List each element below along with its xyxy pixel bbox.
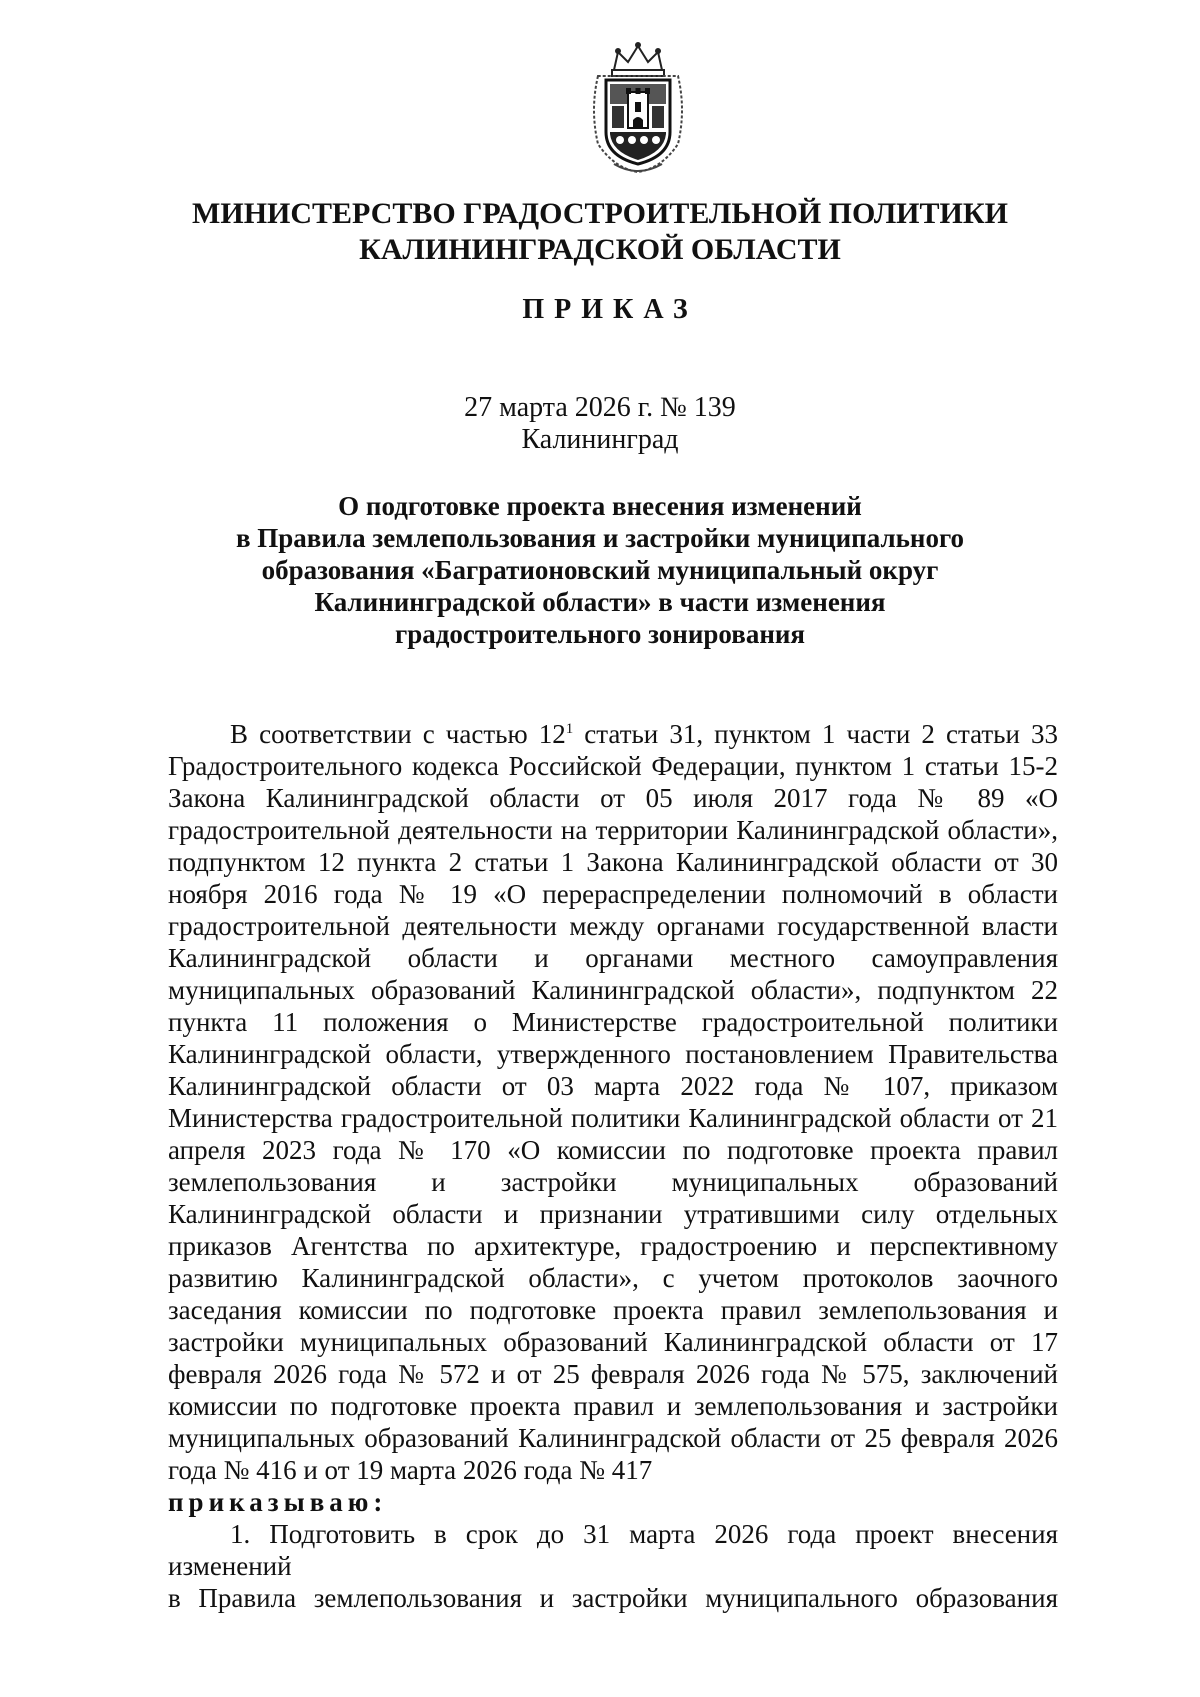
preamble-start: В соответствии с частью 12 [230, 719, 566, 749]
subject-line-2: в Правила землепользования и застройки муниципального [235, 523, 965, 553]
order-subject [150, 490, 1050, 650]
subject-line-3: образования «Багратионовский муниципальный округ [261, 555, 939, 585]
item-1-line-2: в Правила землепользования и застройки муниципального образования [168, 1583, 1058, 1613]
kaliningrad-coat-of-arms-icon [584, 40, 692, 175]
subject-line-1: О подготовке проекта внесения изменений [338, 491, 862, 521]
preamble-paragraph [168, 718, 1058, 1486]
preamble-rest: статьи 31, пунктом 1 части 2 статьи 33 Градостроительного кодекса Российской Федерации, пунктом 1 статьи 15-2 Закона Калининградской области от 05 июля 2017 года № 89 «О градостроительной деятельности на территории Калининградской области», подпунктом 12 пункта 2 статьи 1 Закона Калининградской области от 30 ноября 2016 года № 19 «О перераспределении полномочий в области градостроительной деятельности между органами государственной власти Калининградской области и органами местного самоуправления муниципальных образований Калининградской области», подпунктом 22 пункта 11 положения о Министерстве градостроительной политики Калининградской области, утвержденного постановлением Правительства Калининградской области от 03 марта 2022 года № 107, приказом Министерства градостроительной политики Калининградской области от 21 апреля 2023 года № 170 «О комиссии по подготовке проекта правил землепользования и застройки муниципальных образований Калининградской области и признании утратившими силу отдельных приказов Агентства по архитектуре, градостроению и перспективному развитию Калининградской области», с учетом протоколов заочного заседания комиссии по подготовке проекта правил землепользования и застройки муниципальных образований Калининградской области от 17 февраля 2026 года № 572 и от 25 февраля 2026 года № 575, заключений комиссии по подготовке проекта правил и землепользования и застройки муниципальных образований Калининградской области от 25 февраля 2026 года № 416 и от 19 марта 2026 года № 417 [168, 719, 1059, 1485]
ministry-header-line-1: МИНИСТЕРСТВО ГРАДОСТРОИТЕЛЬНОЙ ПОЛИТИКИ [192, 197, 1008, 230]
preamble-superscript: 1 [565, 721, 574, 737]
decree-word: приказываю: [168, 1487, 388, 1517]
subject-line-5: градостроительного зонирования [394, 619, 806, 649]
order-date-number: 27 марта 2026 г. № 139 [464, 392, 736, 423]
subject-line-4: Калининградской области» в части изменения [314, 587, 886, 617]
order-city: Калининград [521, 424, 679, 455]
ministry-header [150, 196, 1050, 268]
order-title: ПРИКАЗ [522, 294, 698, 325]
ministry-header-line-2: КАЛИНИНГРАДСКОЙ ОБЛАСТИ [359, 233, 841, 266]
item-1-line-1: 1. Подготовить в срок до 31 марта 2026 года проект внесения изменений [168, 1519, 1058, 1581]
order-body [168, 718, 1058, 1614]
date-block [150, 392, 1050, 456]
decree-line [168, 1486, 1058, 1518]
